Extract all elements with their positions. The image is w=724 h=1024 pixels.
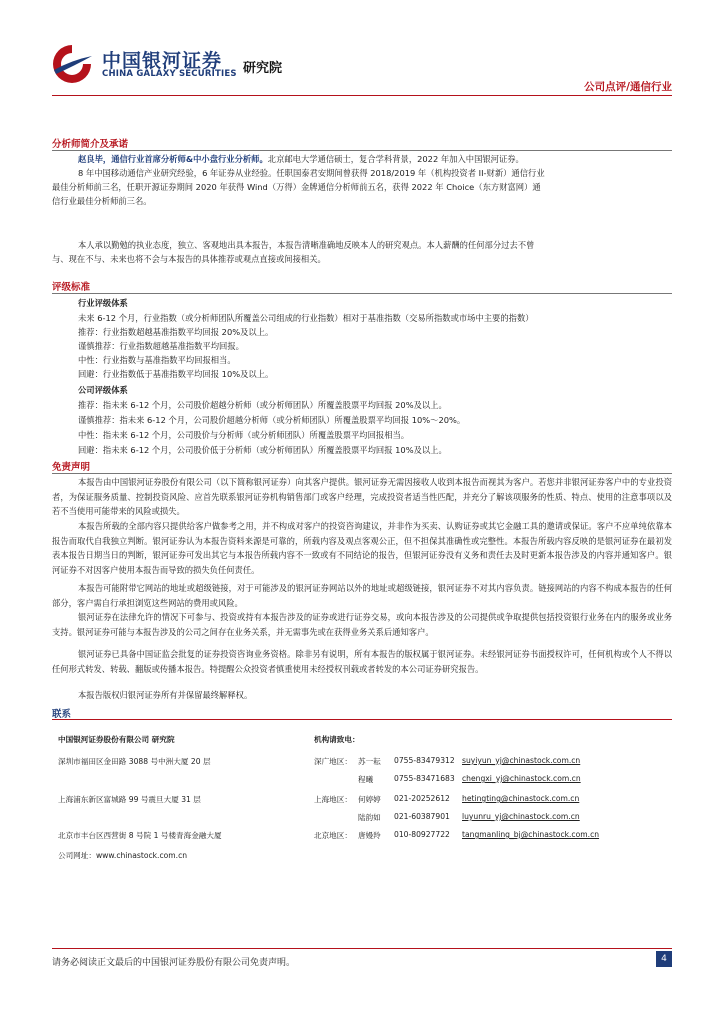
sales-phone: 0755-83479312 — [394, 756, 455, 765]
analyst-intro-line — [78, 152, 524, 167]
sales-region: 深广地区： — [314, 757, 352, 766]
disclaimer-paragraph-2: 本报告所载的全部内容只提供给客户做参考之用，并不构成对客户的投资咨询建议，并非作为买卖、认购证券或其它金融工具的邀请或保证。客户不应单纯依靠本报告而取代自我独立判断。银河证券认为本报告资料来源是可靠的，所载内容及观点客观公正，但不担保其准确性或完整性。本报告所载内容反映的是银河证券在最初发表本报告日期当日的判断，银河证券可发出其它与本报告所载内容不一致或有不同结论的报告，但银河证券没有义务和责任去及时更新本报告涉及的内容并通知客户。银河证券不对因客户使用本报告而导致的损失负任何责任。 — [52, 521, 672, 575]
sales-name: 唐嫚羚 — [358, 831, 381, 840]
department-label: 研究院 — [243, 61, 283, 76]
sales-name: 程曦 — [358, 775, 374, 784]
sales-email-link[interactable]: chengxi_yj@chinastock.com.cn — [462, 774, 581, 783]
address-shanghai: 上海浦东新区富城路 99 号震旦大厦 31 层 — [58, 795, 201, 804]
sales-email-link[interactable]: tangmanling_bj@chinastock.com.cn — [462, 830, 600, 839]
analyst-bio-4: 信行业最佳分析师前三名。 — [52, 196, 152, 206]
company-rating-line: 回避：指未来 6-12 个月，公司股价低于分析师（或分析师团队）所覆盖股票平均回报 10%及以上。 — [78, 445, 447, 455]
company-rating-line: 推荐：指未来 6-12 个月，公司股价超越分析师（或分析师团队）所覆盖股票平均回报 20%及以上。 — [78, 400, 447, 410]
sales-region: 上海地区： — [314, 795, 352, 804]
sales-phone: 0755-83471683 — [394, 774, 455, 783]
sales-phone: 021-20252612 — [394, 794, 450, 803]
sales-phone: 010-80927722 — [394, 830, 450, 839]
analyst-bio-2: 8 年中国移动通信产业研究经验，6 年证券从业经验。任职国泰君安期间曾获得 2018/2019 年（机构投资者 II-财新）通信行业 — [78, 168, 545, 178]
industry-rating-line: 回避：行业指数低于基准指数平均回报 10%及以上。 — [78, 369, 274, 379]
sales-name: 苏一耘 — [358, 757, 381, 766]
disclaimer-paragraph-6: 本报告版权归银河证券所有并保留最终解释权。 — [78, 690, 253, 700]
sales-name: 何婷婷 — [358, 795, 381, 804]
company-website: 公司网址：www.chinastock.com.cn — [58, 851, 188, 860]
rating-section-title: 评级标准 — [52, 282, 91, 293]
industry-rating-title: 行业评级体系 — [78, 298, 128, 308]
industry-rating-line: 未来 6-12 个月，行业指数（或分析师团队所覆盖公司组成的行业指数）相对于基准指数（交易所指数或市场中主要的指数） — [78, 313, 534, 323]
company-rating-line: 谨慎推荐：指未来 6-12 个月，公司股价超越分析师（或分析师团队）所覆盖股票平均回报 10%～20%。 — [78, 415, 466, 425]
sales-phone: 021-60387901 — [394, 812, 450, 821]
industry-rating-line: 推荐：行业指数超越基准指数平均回报 20%及以上。 — [78, 327, 274, 337]
section-divider — [52, 473, 672, 474]
sales-name: 陆韵如 — [358, 813, 381, 822]
sales-region: 北京地区： — [314, 831, 352, 840]
address-shenzhen: 深圳市福田区金田路 3088 号中洲大厦 20 层 — [58, 757, 211, 766]
footer-disclaimer: 请务必阅读正文最后的中国银河证券股份有限公司免责声明。 — [52, 958, 296, 968]
disclaimer-paragraph-1: 本报告由中国银河证券股份有限公司（以下简称银河证券）向其客户提供。银河证券无需因接收人收到本报告而视其为客户。若您并非银河证券客户中的专业投资者，为保证服务质量、控制投资风险、应首先联系银河证券机构销售部门或客户经理，完成投资者适当性匹配，并充分了解该项服务的性质、特点、使用的注意事项以及若不当使用可能带来的风险或损失。 — [52, 477, 672, 516]
analyst-bio-3: 最佳分析师前三名，任职开源证券期间 2020 年获得 Wind（万得）金牌通信分析师前五名，获得 2022 年 Choice（东方财富网）通 — [52, 182, 541, 192]
header-divider — [52, 95, 672, 96]
analyst-section-title: 分析师简介及承诺 — [52, 139, 129, 150]
company-rating-title: 公司评级体系 — [78, 385, 128, 395]
analyst-bio-1: 北京邮电大学通信硕士，复合学科背景，2022 年加入中国银河证券。 — [267, 154, 524, 164]
company-name: 中国银河证券股份有限公司 研究院 — [58, 735, 175, 744]
sales-email-link[interactable]: suyiyun_yj@chinastock.com.cn — [462, 756, 581, 765]
brand-name-en: CHINA GALAXY SECURITIES — [102, 69, 237, 79]
analyst-name: 赵良毕，通信行业首席分析师&中小盘行业分析师。 — [78, 154, 268, 164]
section-divider — [52, 293, 672, 294]
company-rating-line: 中性：指未来 6-12 个月，公司股价与分析师（或分析师团队）所覆盖股票平均回报相当。 — [78, 430, 410, 440]
footer-divider — [52, 948, 672, 949]
industry-rating-line: 谨慎推荐：行业指数超越基准指数平均回报。 — [78, 341, 244, 351]
page-number: 4 — [656, 951, 672, 967]
galaxy-logo-icon — [50, 42, 94, 86]
industry-rating-line: 中性：行业指数与基准指数平均回报相当。 — [78, 355, 236, 365]
analyst-pledge-1: 本人承以勤勉的执业态度，独立、客观地出具本报告，本报告清晰准确地反映本人的研究观点。本人薪酬的任何部分过去不曾 — [78, 240, 535, 250]
disclaimer-paragraph-5: 银河证券已具备中国证监会批复的证券投资咨询业务资格。除非另有说明，所有本报告的版权属于银河证券。未经银河证券书面授权许可，任何机构或个人不得以任何形式转发、转载、翻版或传播本报告。特提醒公众投资者慎重使用未经授权刊载或者转发的本公司证券研究报告。 — [52, 649, 672, 674]
section-divider — [52, 150, 672, 151]
address-beijing: 北京市丰台区西营街 8 号院 1 号楼青海金融大厦 — [58, 831, 222, 840]
brand-name-cn: 中国银河证券 — [102, 50, 223, 72]
sales-email-link[interactable]: hetingting@chinastock.com.cn — [462, 794, 580, 803]
disclaimer-paragraph-3: 本报告可能附带它网站的地址或超级链接，对于可能涉及的银河证券网站以外的地址或超级链接，银河证券不对其内容负责。链接网站的内容不构成本报告的任何部分，客户需自行承担浏览这些网站的费用或风险。 — [52, 583, 672, 608]
disclaimer-section-title: 免责声明 — [52, 462, 91, 473]
contact-section-title: 联系 — [52, 709, 72, 720]
disclaimer-paragraph-4: 银河证券在法律允许的情况下可参与、投资或持有本报告涉及的证券或进行证券交易，或向本报告涉及的公司提供或争取提供包括投资银行业务在内的服务或业务支持。银河证券可能与本报告涉及的公司之间存在业务关系，并无需事先或在获得业务关系后通知客户。 — [52, 612, 672, 637]
contact-top-rule — [52, 719, 672, 720]
analyst-pledge-2: 与、现在不与、未来也将不会与本报告的具体推荐或观点直接或间接相关。 — [52, 254, 326, 264]
sales-title: 机构请致电： — [314, 735, 360, 744]
report-category: 公司点评/通信行业 — [584, 81, 672, 93]
sales-email-link[interactable]: luyunru_yj@chinastock.com.cn — [462, 812, 580, 821]
